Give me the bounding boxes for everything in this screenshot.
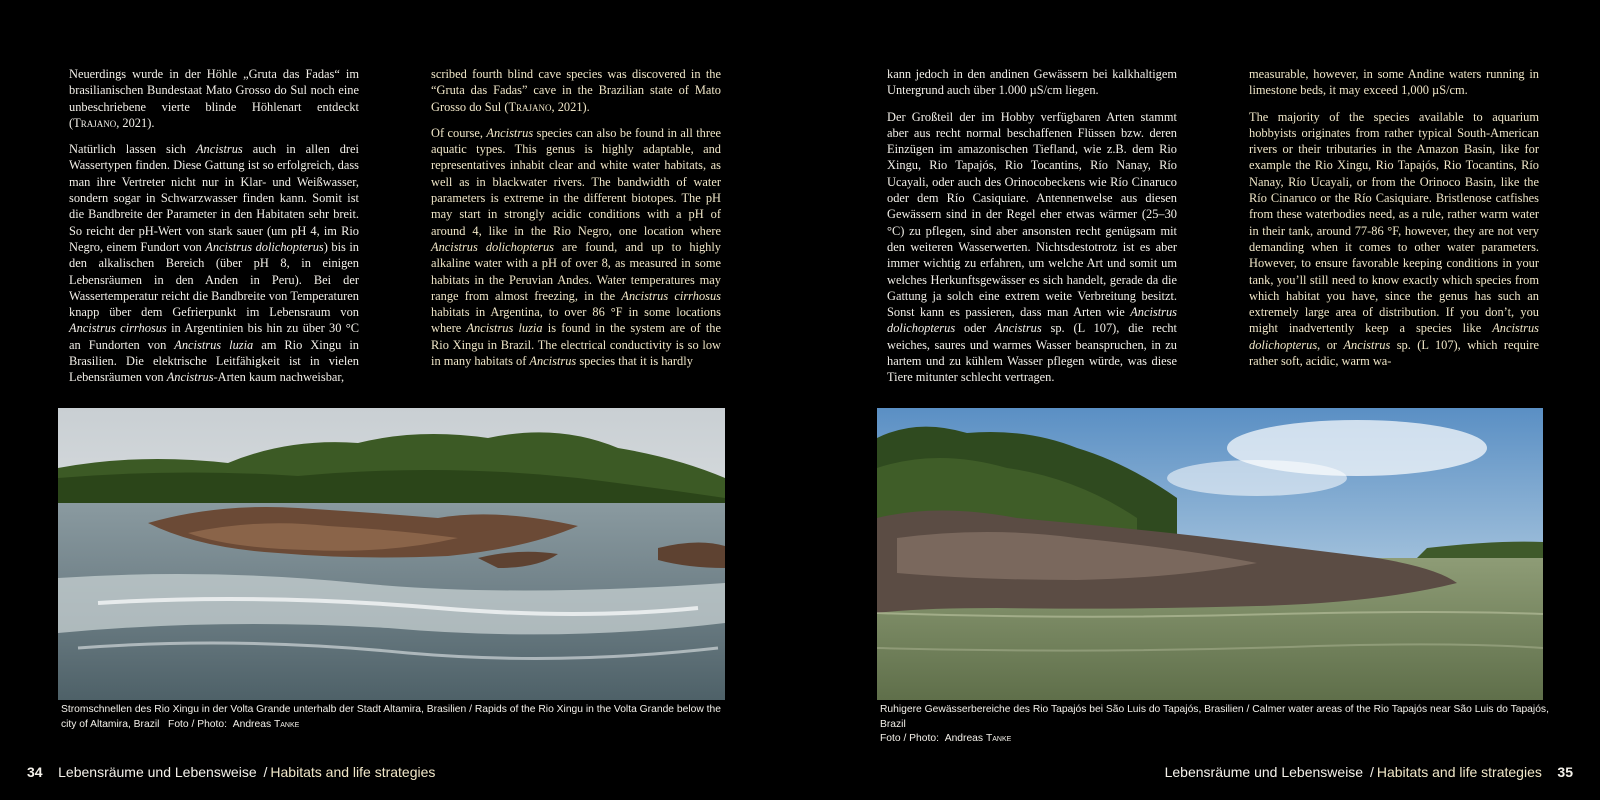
text-run: auch in allen drei Wassertypen finden. Diese Gattung ist so erfolgreich, dass man ihre Vertreter nicht nur in Klar- und Weißwasser, sondern sogar in Schwarzwasser finden kann. Somit ist die Bandbreite der Parameter in den Habitaten sehr breit. So reicht der pH-Wert von stark sauer (um pH 4, im Rio Negro, einem Fundort von [69,142,359,254]
text-run: species can also be found in all three aquatic types. This genus is highly adaptable, and representatives inhabit clear and white water habitats, as well as in blackwater rivers. The bandwidth of water parameters is extreme in the different biotopes. The pH may start in strongly acidic conditions with a pH of around 4, like in the Rio Negro, one location where [431,125,721,238]
text-run: The majority of the species available to aquarium hobbyists originates from rather typical South-American rivers or their tributaries in the Amazon Basin, like for example the Rio Xingu, Rio Tapajós, Rio Tocantins, Río Nanay, Río Ucayali, or from the Orinoco Basin, like the Río Cinaruco or the Río Casiquiare. Bristlenose catfishes from these waterbodies need, as a rule, rather warm water in their tank, around 77-86 °F, however, they are not very demanding when it comes to other water parameters. However, to ensure favorable keeping conditions in your tank, you’ll still need to know exactly which species from which habitat you have, since the genus has such an extremely large area of distribution. If you don’t, you might inadvertently keep a species like [1249,109,1539,336]
right-credit-label: Foto / Photo: [880,733,939,744]
species-name: Ancistrus [529,354,577,369]
right-credit-last: Tanke [985,733,1012,744]
right-photo-credit [880,733,1011,744]
left-english-column [431,66,721,379]
right-german-column [887,66,1177,396]
text-run: is found in the system are of the Rio Xingu in Brazil. The electrical conductivity is so low in many habitats of [431,321,721,369]
right-credit-first: Andreas [944,733,984,744]
text-run: Der Großteil der im Hobby verfügbaren Arten stammt aber aus recht normal beschaffenen Flüssen bzw. deren Einzügen im amazonischen Tiefland, wie z.B. dem Rio Xingu, Rio Tapajós, Rio Tocantins, Río Nanay, Río Ucayali, oder auch des Orinocobeckens wie Río Cinaruco oder dem Río Casiquiare. Antennenwelse aus diesen Gewässern sind in der Regel eher etwas wärmer (25–30 °C) zu pflegen, sind aber ansonsten recht genügsam mit den weiteren Wasserwerten. Nichtsdestotrotz ist es aber immer wichtig zu erfahren, um welche Art und somit um welches Herkunftsgewässer es sich handelt, gerade da die Gattung ja solch eine extrem weite Verbreitung besitzt. Sonst kann es passieren, dass man Arten wie [887,109,1177,320]
right-page-footer [1165,764,1573,780]
right-caption-text: Ruhigere Gewässerbereiche des Rio Tapajós bei São Luis do Tapajós, Brasilien / Calmer water areas of the Rio Tapajós near São Luis do Tapajós, Brazil [880,704,1549,730]
left-credit-first: Andreas [232,718,272,730]
species-name: Ancistrus [1343,337,1391,352]
running-title-de-right: Lebensräume und Lebensweise [1164,764,1364,780]
page-number-left: 34 [27,764,43,780]
text-run: scribed fourth blind cave species was discovered in the “Gruta das Fadas” cave in the Brazilian state of Mato Grosso do Sul ( [431,67,721,114]
text-run: sp. (L 107), die recht weiches, saures und warmes Wasser beanspruchen, in zu hartem und zu kühlem Wasser pflegen würde, was diese Tiere mitunter schlecht vertragen. [887,321,1177,385]
paragraph [887,66,1177,99]
left-photo-credit [162,719,299,730]
left-credit-label: Foto / Photo: [168,718,227,730]
page-number-right: 35 [1557,764,1573,780]
paragraph [1249,109,1539,370]
paragraph [431,125,721,369]
running-title-en-left: Habitats and life strategies [270,764,436,780]
left-photo-caption [61,703,731,732]
text-run: Of course, [431,125,487,140]
text-run: in Argentinien bis hin zu über 30 °C an Fundorten von [69,321,360,352]
text-run: ) bis in den alkalischen Bereich (über pH 8, in einigen Lebensräumen in den Anden in Peru). Bei der Wassertemperatur reicht die Bandbreite von Temperaturen knapp über dem Gefrierpunkt im Lebensraum von [69,239,359,320]
left-page-footer [27,764,435,780]
species-name: Ancistrus luzia [174,337,254,352]
text-run: habitats in Argentina, to over 86 °F in some locations where [431,305,721,336]
species-name: Ancistrus [166,370,214,385]
running-title-sep-left: / [263,764,268,780]
text-run: , or [1317,337,1344,352]
citation-author: Trajano [73,115,117,130]
calm-water-photo [877,408,1543,700]
species-name: Ancistrus luzia [466,321,543,336]
text-run: am Rio Xingu in Brasilien. Die elektrische Leitfähigkeit ist in vielen Lebensräumen von [69,337,359,385]
paragraph [69,66,359,131]
species-name: Ancistrus dolichopterus [431,239,554,254]
left-german-column [69,66,359,396]
calm-water-photo-image [877,408,1543,700]
paragraph [69,141,359,385]
text-run: oder [955,321,995,336]
paragraph [887,109,1177,386]
running-title-en-right: Habitats and life strategies [1376,764,1542,780]
citation-author: Trajano [508,99,552,114]
text-run: measurable, however, in some Andine waters running in limestone beds, it may exceed 1,000 µS/cm. [1249,67,1539,98]
species-name: Ancistrus dolichopterus [887,305,1177,336]
text-run: kann jedoch in den andinen Gewässern bei kalkhaltigem Untergrund auch über 1.000 µS/cm liegen. [887,67,1177,98]
left-credit-last: Tanke [273,718,300,730]
paragraph [431,66,721,115]
species-name: Ancistrus [486,125,534,140]
rapids-photo [58,408,725,700]
text-run: are found, and up to highly alkaline water with a pH of over 8, as measured in some habitats in the Peruvian Andes. Water temperatures may range from almost freezing, in the [431,239,721,303]
rapids-photo-image [58,408,725,700]
paragraph [1249,66,1539,99]
text-run: Natürlich lassen sich [69,142,196,157]
running-title-sep-right: / [1369,764,1374,780]
text-run: , 2021). [551,99,590,114]
text-run: , 2021). [116,115,155,130]
species-name: Ancistrus [994,321,1042,336]
right-photo-caption [880,703,1550,747]
species-name: Ancistrus dolichopterus [1249,321,1539,352]
text-run: species that it is hardly [576,354,693,369]
species-name: Ancistrus [195,142,243,157]
species-name: Ancistrus cirrhosus [621,288,722,303]
species-name: Ancistrus dolichopterus [205,239,324,254]
running-title-de-left: Lebensräume und Lebensweise [58,764,257,780]
right-english-column [1249,66,1539,379]
text-run: sp. (L 107), which require rather soft, acidic, warm wa- [1249,337,1540,369]
left-caption-text: Stromschnellen des Rio Xingu in der Volta Grande unterhalb der Stadt Altamira, Brasilien / Rapids of the Rio Xingu in the Volta Grande below the city of Altamira, Brazil [61,704,721,730]
species-name: Ancistrus cirrhosus [69,321,167,336]
text-run: -Arten kaum nachweisbar, [213,370,345,385]
text-run: Neuerdings wurde in der Höhle „Gruta das Fadas“ im brasilianischen Bundestaat Mato Grosso do Sul noch eine unbeschriebene vierte blinde Höhlenart entdeckt ( [69,67,359,130]
